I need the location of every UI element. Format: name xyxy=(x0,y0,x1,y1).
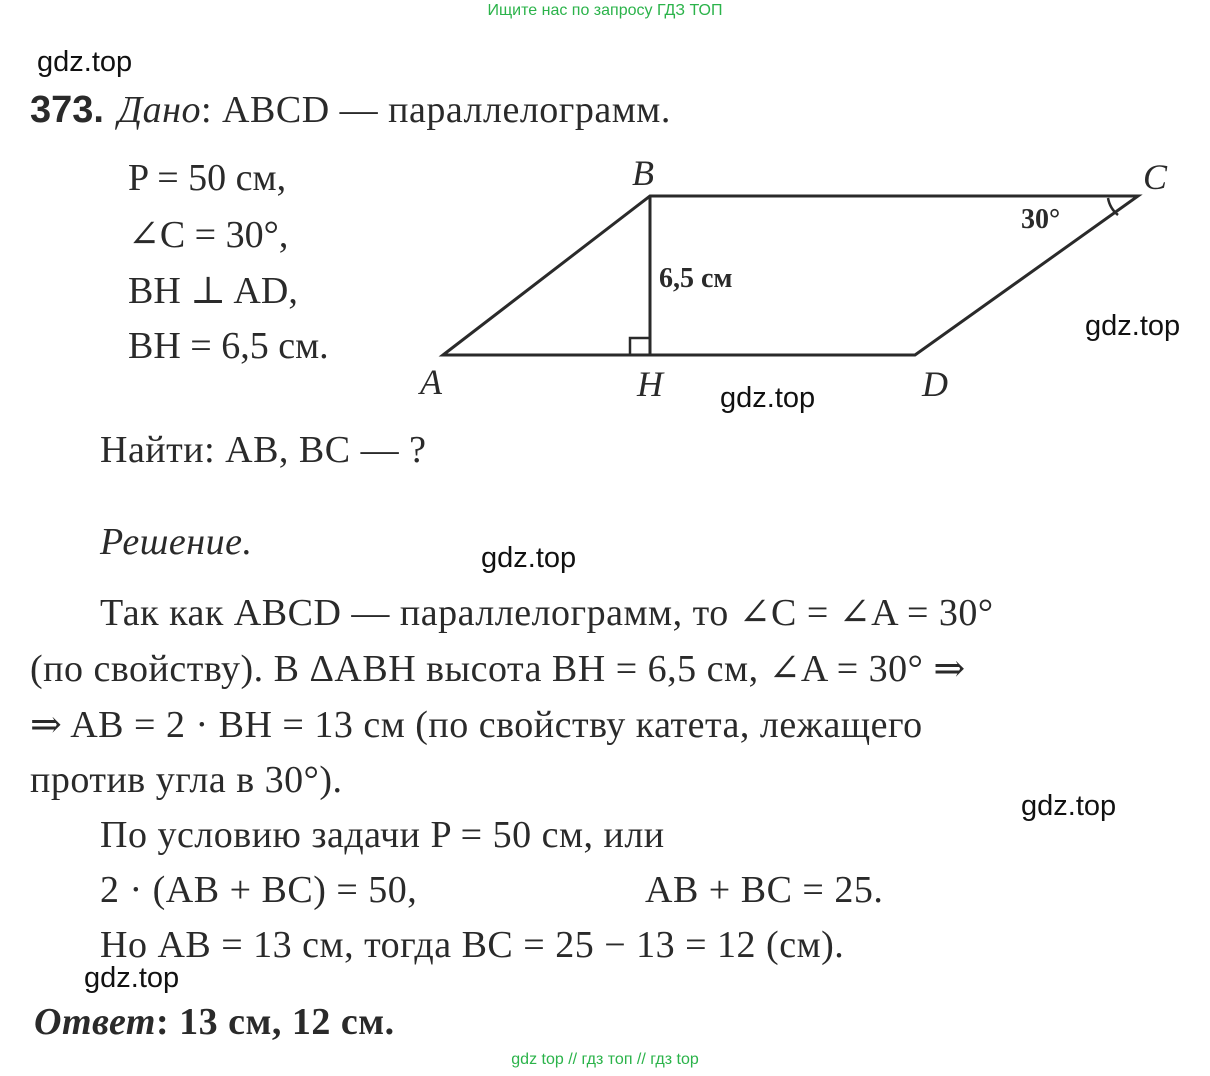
condition-perpendicular: BH ⊥ AD, xyxy=(128,270,298,312)
problem-number: 373. xyxy=(30,89,104,131)
vertex-label-c: C xyxy=(1143,157,1168,197)
vertex-label-d: D xyxy=(922,364,948,404)
answer-label: Ответ xyxy=(34,1001,156,1043)
bottom-banner: gdz top // гдз топ // гдз top xyxy=(511,1051,699,1068)
given-label: Дано xyxy=(117,89,201,131)
top-banner: Ищите нас по запросу ГДЗ ТОП xyxy=(487,2,723,19)
solution-line-6a: 2 · (AB + BC) = 50, xyxy=(100,869,418,911)
angle-label: 30° xyxy=(1021,204,1061,235)
watermark: gdz.top xyxy=(37,46,133,78)
find-line: Найти: AB, BC — ? xyxy=(100,429,427,471)
solution-line-4: против угла в 30°). xyxy=(30,759,343,801)
watermark: gdz.top xyxy=(720,382,816,414)
watermark: gdz.top xyxy=(1085,310,1181,342)
condition-height: BH = 6,5 см. xyxy=(128,325,329,367)
watermark: gdz.top xyxy=(1021,790,1117,822)
right-angle-mark xyxy=(630,338,650,355)
vertex-label-b: B xyxy=(632,153,654,193)
condition-perimeter: P = 50 см, xyxy=(128,157,287,199)
solution-line-7: Но AB = 13 см, тогда BC = 25 − 13 = 12 (см). xyxy=(100,924,845,966)
answer-value: : 13 см, 12 см. xyxy=(155,1001,395,1043)
height-label: 6,5 см xyxy=(659,263,733,294)
solution-line-3: ⇒ AB = 2 · BH = 13 см (по свойству катета, лежащего xyxy=(30,704,923,746)
solution-heading-text: Решение. xyxy=(100,521,253,563)
solution-line-1: Так как ABCD — параллелограмм, то ∠C = ∠A = 30° xyxy=(100,592,994,634)
condition-angle: ∠C = 30°, xyxy=(128,214,289,256)
watermark: gdz.top xyxy=(84,962,180,994)
given-text: : ABCD — параллелограмм. xyxy=(201,89,671,131)
answer-line xyxy=(34,1000,395,1044)
solution-line-6b: AB + BC = 25. xyxy=(645,869,884,911)
solution-line-2: (по свойству). В ΔABH высота BH = 6,5 см, ∠A = 30° ⇒ xyxy=(30,648,966,690)
watermark: gdz.top xyxy=(481,542,577,574)
vertex-label-a: A xyxy=(420,362,442,402)
solution-line-5: По условию задачи P = 50 см, или xyxy=(100,814,665,856)
solution-heading xyxy=(100,520,252,564)
vertex-label-h: H xyxy=(637,364,663,404)
